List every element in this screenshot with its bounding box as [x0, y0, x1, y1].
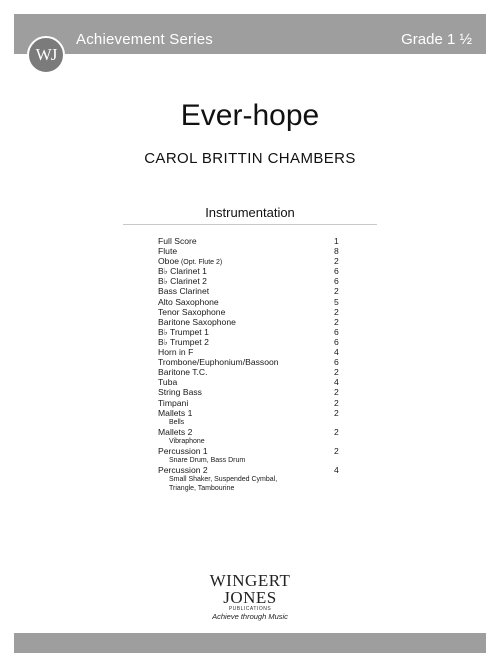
instrument-row [158, 276, 348, 286]
instrument-name: Percussion 1 [158, 445, 208, 456]
instrument-name: Percussion 2 [158, 464, 208, 475]
bottom-banner [14, 633, 486, 653]
series-label: Achievement Series [76, 31, 213, 48]
instrument-detail: Small Shaker, Suspended Cymbal, [169, 475, 278, 483]
instrument-quantity: 2 [334, 367, 339, 378]
instrument-row [158, 377, 348, 387]
instrument-detail: Vibraphone [169, 437, 205, 445]
instrument-quantity: 2 [334, 306, 339, 317]
instrument-quantity: 6 [334, 357, 339, 368]
instrument-name: Baritone Saxophone [158, 316, 236, 327]
instrument-name: B♭ Trumpet 2 [158, 336, 209, 347]
instrument-quantity: 4 [334, 464, 339, 475]
wj-logo-text: WJ [35, 45, 57, 64]
instrument-row [158, 367, 348, 377]
instrument-quantity: 6 [334, 336, 339, 347]
instrument-quantity: 4 [334, 347, 339, 358]
instrument-name: Alto Saxophone [158, 296, 219, 307]
instrument-quantity: 6 [334, 266, 339, 277]
publisher-logo [0, 572, 500, 612]
instrument-name: Mallets 2 [158, 426, 193, 437]
instrument-quantity: 6 [334, 326, 339, 337]
instrumentation-divider [123, 224, 377, 225]
wj-logo-badge [27, 36, 65, 74]
instrument-quantity: 6 [334, 276, 339, 287]
instrument-name: Bass Clarinet [158, 286, 210, 297]
instrument-quantity: 1 [334, 236, 339, 246]
instrument-name: Flute [158, 246, 178, 257]
instrument-quantity: 2 [334, 256, 339, 267]
instrument-note: (Opt. Flute 2) [179, 259, 223, 267]
piece-title: Ever-hope [180, 99, 320, 132]
instrument-quantity: 2 [334, 426, 339, 437]
instrument-name: String Bass [158, 387, 202, 398]
publisher-logo-line2: JONES [223, 588, 277, 607]
instrument-name: Trombone/Euphonium/Bassoon [158, 357, 279, 368]
instrument-quantity: 4 [334, 377, 339, 388]
instrument-name: Tenor Saxophone [158, 306, 226, 317]
instrument-detail: Triangle, Tambourine [169, 484, 235, 492]
instrument-row [158, 427, 348, 437]
instrumentation-list [158, 236, 348, 493]
grade-label: Grade 1 ½ [401, 31, 472, 48]
instrument-name: Horn in F [158, 347, 194, 358]
instrument-quantity: 2 [334, 397, 339, 408]
instrument-row [158, 246, 348, 256]
instrument-row [158, 387, 348, 397]
instrument-quantity: 5 [334, 296, 339, 307]
instrument-row [158, 465, 348, 475]
instrument-row [158, 297, 348, 307]
instrument-row [158, 327, 348, 337]
instrument-name: Baritone T.C. [158, 367, 208, 378]
instrument-row [158, 317, 348, 327]
publisher-logo-line1: WINGERT [209, 571, 291, 590]
instrument-row [158, 307, 348, 317]
instrument-row [158, 357, 348, 367]
instrument-quantity: 2 [334, 286, 339, 297]
instrument-name: Full Score [158, 236, 197, 246]
instrument-row [158, 408, 348, 418]
instrument-row [158, 266, 348, 276]
instrument-name: Timpani [158, 397, 189, 408]
instrument-row [158, 337, 348, 347]
instrument-name: B♭ Clarinet 2 [158, 276, 207, 287]
instrument-name: Mallets 1 [158, 407, 193, 418]
instrument-detail: Snare Drum, Bass Drum [169, 456, 246, 464]
instrument-quantity: 2 [334, 445, 339, 456]
instrument-row [158, 347, 348, 357]
publisher-tagline: Achieve through Music [212, 612, 288, 621]
composer-name: CAROL BRITTIN CHAMBERS [144, 150, 356, 167]
instrument-name: Tuba [158, 377, 178, 388]
instrument-name: B♭ Trumpet 1 [158, 326, 209, 337]
instrument-row [158, 446, 348, 456]
instrument-detail: Bells [169, 418, 185, 426]
instrument-quantity: 8 [334, 246, 339, 257]
instrument-name: Oboe (Opt. Flute 2) [158, 256, 223, 267]
instrument-name: B♭ Clarinet 1 [158, 266, 207, 277]
instrumentation-heading: Instrumentation [205, 205, 295, 220]
instrument-row [158, 286, 348, 296]
instrument-row [158, 398, 348, 408]
instrument-quantity: 2 [334, 316, 339, 327]
instrument-row [158, 256, 348, 266]
publisher-logo-sub: PUBLICATIONS [228, 606, 272, 612]
instrument-quantity: 2 [334, 407, 339, 418]
instrument-row [158, 236, 348, 246]
instrument-quantity: 2 [334, 387, 339, 398]
